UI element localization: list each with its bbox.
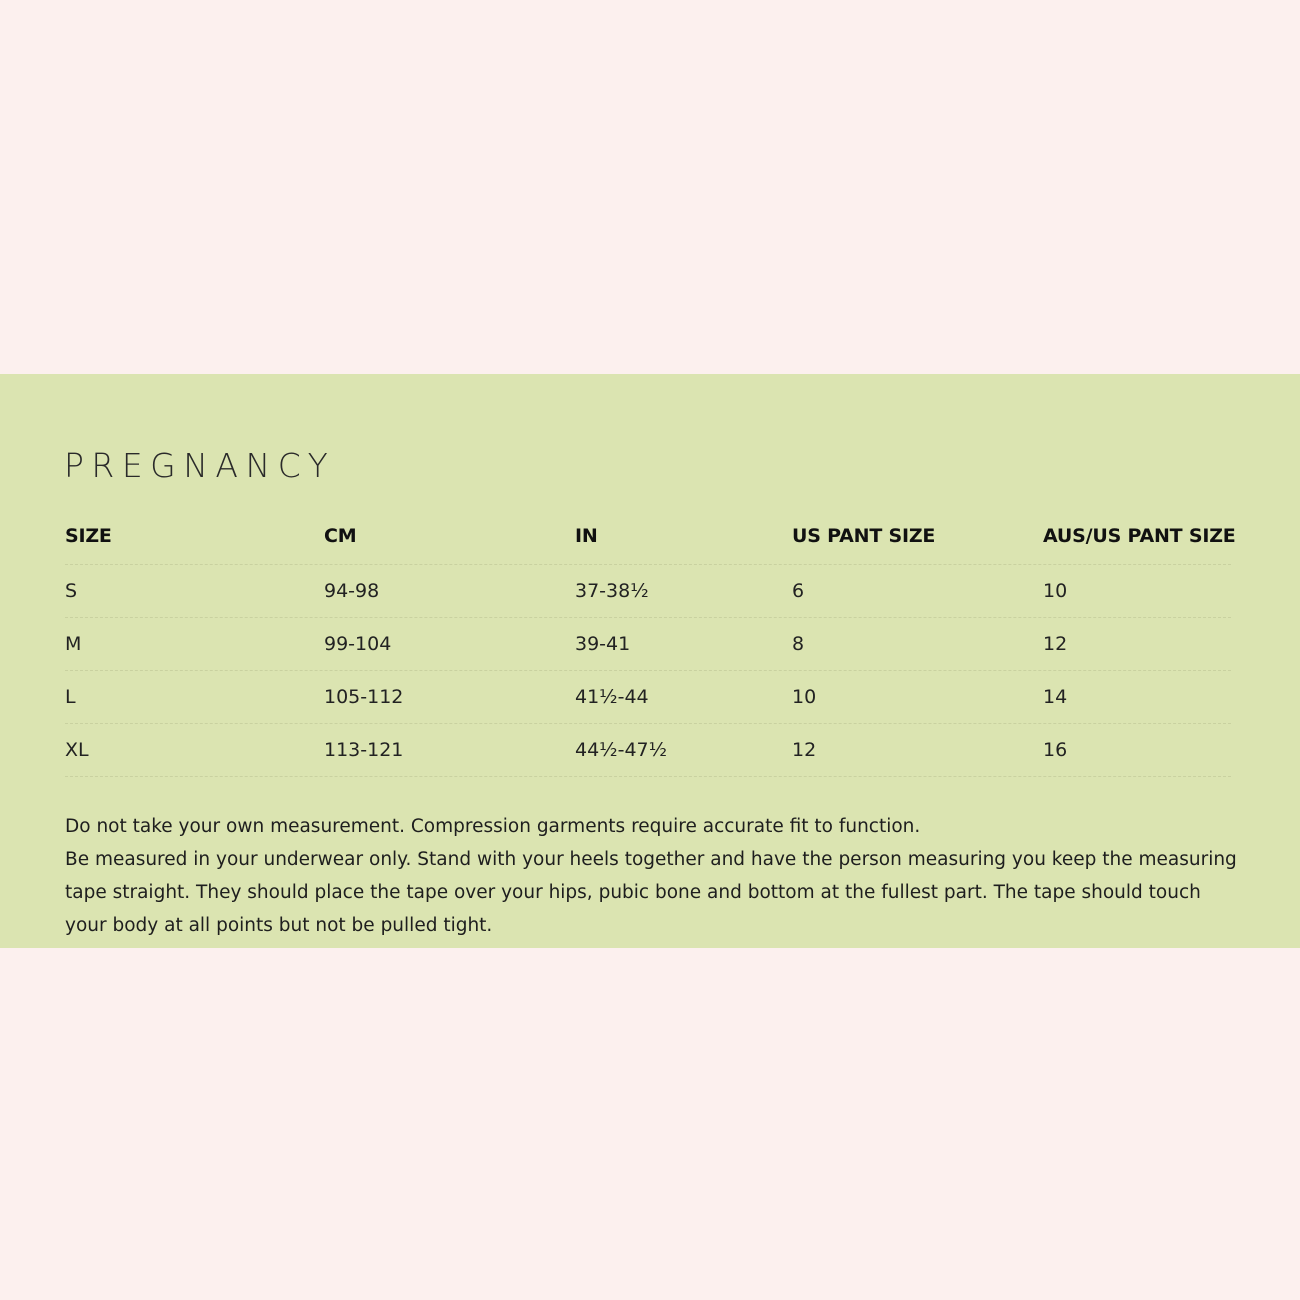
cell-in: 37-38½	[575, 580, 649, 602]
cell-us-pant-size: 10	[792, 686, 817, 708]
cell-size: S	[65, 580, 78, 602]
note-line-1: Do not take your own measurement. Compression garments require accurate fit to function.	[65, 816, 921, 837]
note-line-2: Be measured in your underwear only. Stand with your heels together and have the person measuring you keep the measuring tape straight. They should place the tape over your hips, pubic bone and bottom at the fullest part. The tape should touch your body at all points but not be pulled tight.	[65, 849, 1237, 936]
table-row	[65, 565, 1231, 618]
header-aus-us-pant-size: AUS/US PANT SIZE	[1043, 525, 1236, 547]
table-header-row	[65, 508, 1236, 565]
cell-aus-us-pant-size: 14	[1043, 686, 1068, 708]
header-us-pant-size: US PANT SIZE	[792, 525, 936, 547]
table-row	[65, 724, 1231, 777]
header-cm: CM	[324, 525, 357, 547]
cell-cm: 113-121	[324, 739, 404, 761]
cell-us-pant-size: 12	[792, 739, 817, 761]
cell-in: 44½-47½	[575, 739, 668, 761]
cell-us-pant-size: 6	[792, 580, 805, 602]
section-title: PREGNANCY	[64, 446, 336, 485]
cell-size: M	[65, 633, 82, 655]
cell-aus-us-pant-size: 10	[1043, 580, 1068, 602]
header-size: SIZE	[65, 525, 112, 547]
cell-aus-us-pant-size: 16	[1043, 739, 1068, 761]
table-row	[65, 618, 1231, 671]
cell-size: L	[65, 686, 76, 708]
table-row	[65, 671, 1231, 724]
cell-cm: 94-98	[324, 580, 380, 602]
header-in: IN	[575, 525, 598, 547]
size-table	[65, 508, 1236, 777]
cell-size: XL	[65, 739, 89, 761]
measurement-notes	[65, 810, 1240, 942]
cell-aus-us-pant-size: 12	[1043, 633, 1068, 655]
cell-in: 41½-44	[575, 686, 649, 708]
cell-cm: 99-104	[324, 633, 392, 655]
cell-in: 39-41	[575, 633, 631, 655]
cell-us-pant-size: 8	[792, 633, 805, 655]
cell-cm: 105-112	[324, 686, 404, 708]
